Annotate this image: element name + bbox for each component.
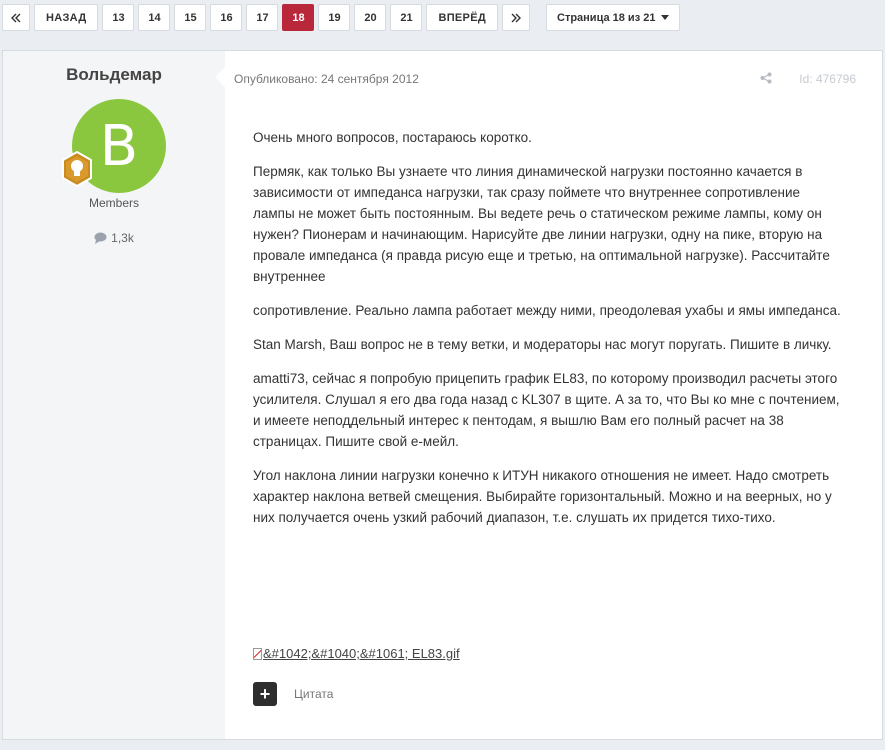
attachment-alt-text: &#1042;&#1040;&#1061; EL83.gif xyxy=(263,646,460,661)
post-count-value: 1,3k xyxy=(111,231,134,245)
post-paragraph: Угол наклона линии нагрузки конечно к ИТУН никакого отношения не имеет. Надо смотреть характер наклона ветвей смещения. Выбирайте горизонтальный. Можно и на веерных, но у них получается очень узкий рабочий диапазон, т.е. слушать их придется тихо-тихо. xyxy=(253,468,832,525)
attachment-image-link[interactable] xyxy=(253,646,460,661)
next-page-button[interactable]: ВПЕРЁД xyxy=(426,4,498,31)
post-actions xyxy=(253,682,333,706)
page-14-button[interactable]: 14 xyxy=(138,4,170,31)
post-id[interactable]: Id: 476796 xyxy=(799,72,856,86)
multiquote-plus-button[interactable]: + xyxy=(253,682,277,706)
page-18-button-current[interactable]: 18 xyxy=(282,4,314,31)
lightbulb-badge-icon xyxy=(59,151,95,187)
page-15-button[interactable]: 15 xyxy=(174,4,206,31)
post-content xyxy=(225,51,882,739)
post-paragraph: Очень много вопросов, постараюсь коротко. xyxy=(253,130,532,145)
page-13-button[interactable]: 13 xyxy=(102,4,134,31)
share-icon[interactable] xyxy=(760,72,772,84)
caret-down-icon xyxy=(661,15,669,20)
post-count xyxy=(3,231,225,245)
post-paragraph: Stan Marsh, Ваш вопрос не в тему ветки, и модераторы нас могут поругать. Пишите в личку. xyxy=(253,337,832,352)
post-paragraph: Пермяк, как только Вы узнаете что линия динамической нагрузки постоянно качается в зависимости от импеданса нагрузки, так сразу поймете что внутреннее сопротивление лампы не может быть постоянным. Вы ведете речь о статическом режиме лампы, кому он нужен? Пионерам и начинающим. Нарисуйте две линии нагрузки, одну на пике, вторую на провале импеданса (я правда рисую еще и третью, на оптимальной нагрузке). Рассчитайте внутреннее xyxy=(253,164,830,284)
speech-bubble-icon xyxy=(94,232,107,244)
pagination xyxy=(2,4,680,31)
page-21-button[interactable]: 21 xyxy=(390,4,422,31)
forum-post xyxy=(2,50,883,740)
page-16-button[interactable]: 16 xyxy=(210,4,242,31)
author-panel xyxy=(3,51,225,739)
quote-button[interactable]: Цитата xyxy=(294,687,334,701)
broken-image-icon xyxy=(253,648,262,660)
first-page-button[interactable] xyxy=(2,4,30,31)
author-name[interactable]: Вольдемар xyxy=(66,65,162,84)
panel-notch xyxy=(215,67,225,87)
post-body xyxy=(253,127,845,541)
page-19-button[interactable]: 19 xyxy=(318,4,350,31)
double-chevron-left-icon xyxy=(11,13,21,23)
last-page-button[interactable] xyxy=(502,4,530,31)
page-jump-dropdown[interactable] xyxy=(546,4,680,31)
member-group: Members xyxy=(88,196,139,210)
prev-page-button[interactable]: НАЗАД xyxy=(34,4,98,31)
post-paragraph: amatti73, сейчас я попробую прицепить график EL83, по которому производил расчеты этого усилителя. Слушал я его два года назад с KL307 в щите. А за то, что Вы ко мне с почтением, и имеете неподдельный интерес к пентодам, я вышлю Вам его полный расчет на 38 страницах. Пишите свой е-мейл. xyxy=(253,371,840,449)
page-20-button[interactable]: 20 xyxy=(354,4,386,31)
avatar[interactable]: B xyxy=(72,99,166,193)
page-17-button[interactable]: 17 xyxy=(246,4,278,31)
double-chevron-right-icon xyxy=(511,13,521,23)
post-paragraph: сопротивление. Реально лампа работает между ними, преодолевая ухабы и ямы импеданса. xyxy=(253,303,841,318)
page-jump-label: Страница 18 из 21 xyxy=(557,11,656,24)
published-date: Опубликовано: 24 сентября 2012 xyxy=(234,72,419,86)
